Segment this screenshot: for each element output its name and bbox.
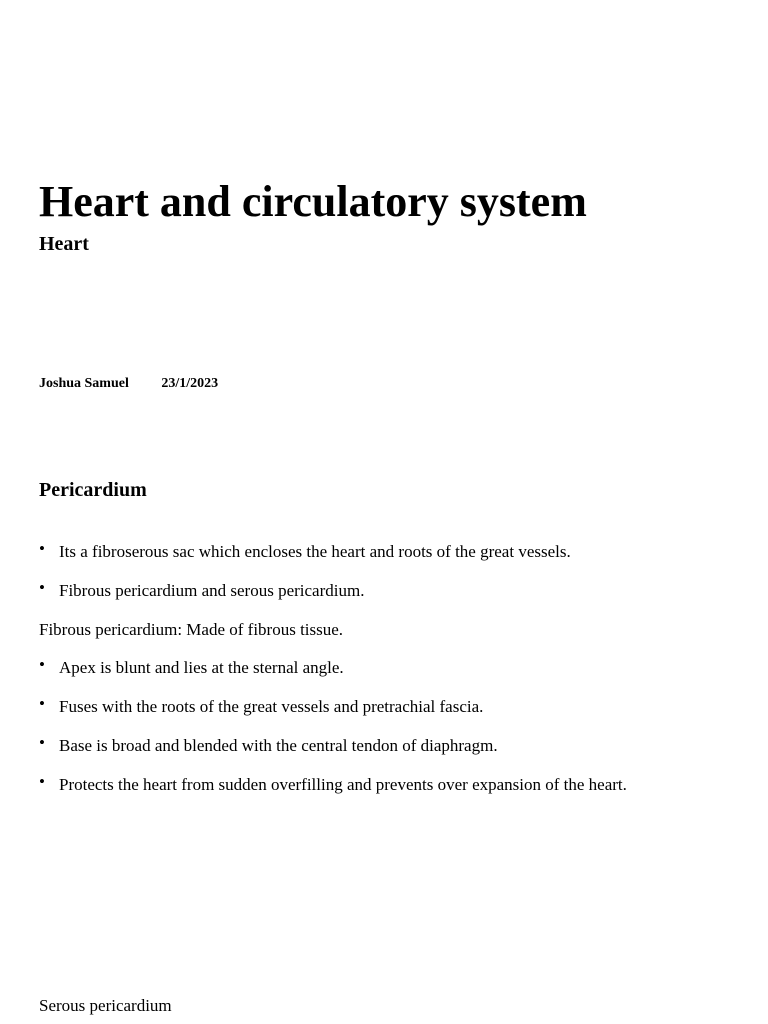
list-item-text: Protects the heart from sudden overfilling and prevents over expansion of the heart. bbox=[59, 775, 627, 794]
list-item-text: Its a fibroserous sac which encloses the heart and roots of the great vessels. bbox=[59, 542, 571, 561]
bullet-icon: • bbox=[39, 655, 45, 674]
fibrous-pericardium-intro: Fibrous pericardium: Made of fibrous tissue. bbox=[39, 620, 344, 639]
list-item-text: Apex is blunt and lies at the sternal angle. bbox=[59, 658, 344, 677]
section-heading-pericardium: Pericardium bbox=[39, 479, 147, 501]
bullet-icon: • bbox=[39, 694, 45, 713]
list-item-text: Fibrous pericardium and serous pericardium. bbox=[59, 581, 365, 600]
bullet-icon: • bbox=[39, 733, 45, 752]
list-item-text: Fuses with the roots of the great vessels and pretrachial fascia. bbox=[59, 697, 484, 716]
document-meta bbox=[39, 376, 218, 392]
document-date: 23/1/2023 bbox=[161, 376, 219, 391]
document-title: Heart and circulatory system bbox=[39, 177, 587, 226]
document-subtitle: Heart bbox=[39, 233, 89, 255]
bullet-icon: • bbox=[39, 578, 45, 597]
author-name: Joshua Samuel bbox=[39, 376, 129, 391]
bullet-icon: • bbox=[39, 539, 45, 558]
bullet-icon: • bbox=[39, 772, 45, 791]
serous-pericardium-heading: Serous pericardium bbox=[39, 996, 172, 1015]
list-item-text: Base is broad and blended with the central tendon of diaphragm. bbox=[59, 736, 498, 755]
